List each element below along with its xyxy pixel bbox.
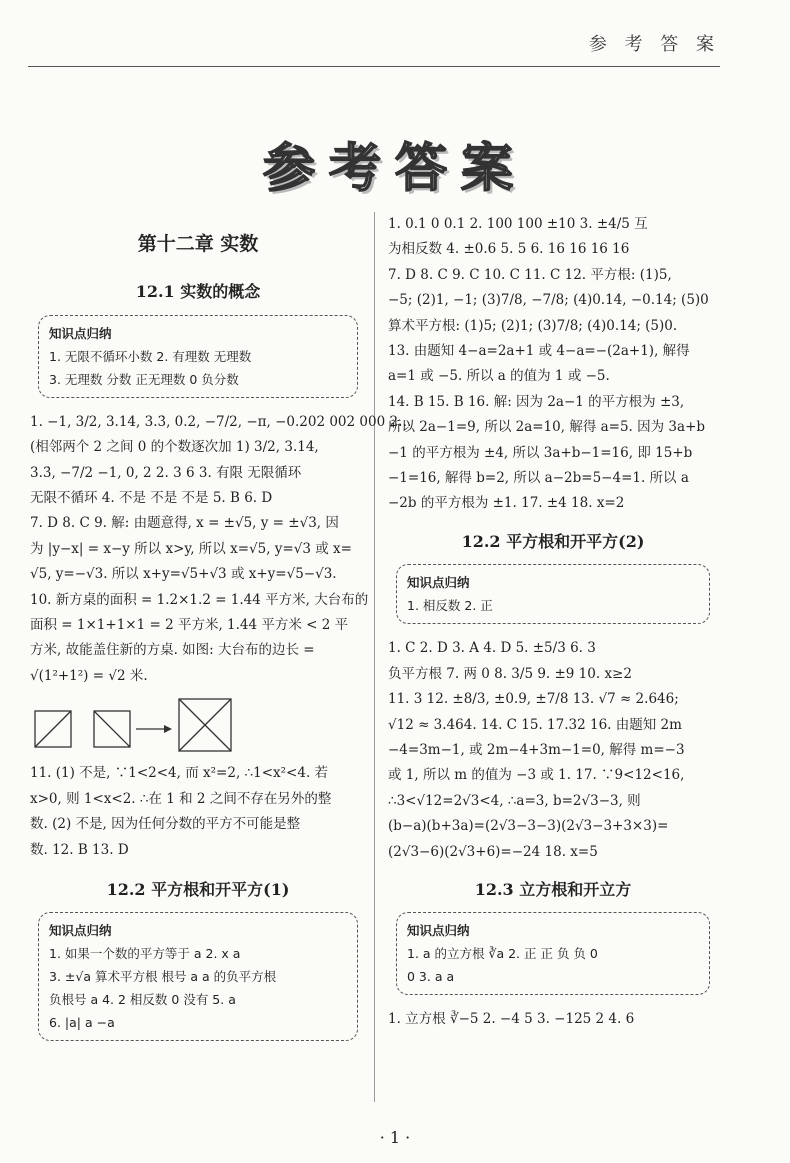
answer-line: √5, y=−√3. 所以 x+y=√5+√3 或 x+y=√5−√3. [30,566,337,583]
right-column [388,212,718,1033]
answer-line: √12 ≈ 3.464. 14. C 15. 17.32 16. 由题知 2m [388,716,682,733]
answer-line: 为相反数 4. ±0.6 5. 5 6. 16 16 16 16 [388,241,630,258]
knowledge-box-12-3 [396,912,710,995]
answer-line: −2b 的平方根为 ±1. 17. ±4 18. x=2 [388,495,625,512]
box-title: 知识点归纳 [407,575,470,591]
square-diagram [34,697,284,753]
box-title: 知识点归纳 [49,923,112,939]
answer-line: 7. D 8. C 9. 解: 由题意得, x = ±√5, y = ±√3, 因 [30,515,339,532]
answer-line: −4=3m−1, 或 2m−4+3m−1=0, 解得 m=−3 [388,741,685,758]
box-line: 负根号 a 4. 2 相反数 0 没有 5. a [49,992,236,1008]
answer-line: 1. 0.1 0 0.1 2. 100 100 ±10 3. ±4/5 互 [388,216,648,232]
left-column [30,212,412,1053]
box-line: 3. 无理数 分数 正无理数 0 负分数 [49,371,239,387]
answer-line: −5; (2)1, −1; (3)7/8, −7/8; (4)0.14, −0.14; (5)0 [388,292,709,309]
box-line: 1. 无限不循环小数 2. 有理数 无理数 [49,348,252,364]
section-title-12-2-1: 12.2 平方根和开平方(1) [106,879,290,899]
answer-line: 11. (1) 不是, ∵1<2<4, 而 x²=2, ∴1<x²<4. 若 [30,765,329,782]
knowledge-box-12-2-2 [396,564,710,624]
answer-line: 算术平方根: (1)5; (2)1; (3)7/8; (4)0.14; (5)0. [388,317,678,334]
tablecloth-figure [34,697,366,753]
answer-line: 11. 3 12. ±8/3, ±0.9, ±7/8 13. √7 ≈ 2.646; [388,691,679,708]
banner-title: 参考答案 [262,139,527,199]
answer-line: 1. 立方根 ∛−5 2. −4 5 3. −125 2 4. 6 [388,1011,635,1028]
section-title-12-3: 12.3 立方根和开立方 [474,879,632,899]
answer-line: 3.3̇, −7/2 −1, 0, 2 2. 3 6 3. 有限 无限循环 [30,464,302,481]
answer-line: 数. (2) 不是, 因为任何分数的平方不可能是整 [30,816,301,833]
answer-line: 所以 2a−1=9, 所以 2a=10, 解得 a=5. 因为 3a+b [388,419,706,436]
header-rule [28,66,720,67]
box-line: 1. 相反数 2. 正 [407,598,493,614]
page-number: · 1 · [379,1128,411,1147]
box-line: 3. ±√a 算术平方根 根号 a a 的负平方根 [49,969,277,985]
answer-line: 13. 由题知 4−a=2a+1 或 4−a=−(2a+1), 解得 [388,343,690,360]
knowledge-box-12-1 [38,315,358,398]
column-divider [374,212,375,1102]
answer-line: 数. 12. B 13. D [30,841,129,858]
answer-line: 或 1, 所以 m 的值为 −3 或 1. 17. ∵9<12<16, [388,767,685,784]
answer-line: 负平方根 7. 两 0 8. 3/5 9. ±9 10. x≥2 [388,665,632,682]
answer-line: (b−a)(b+3a)=(2√3−3−3)(2√3−3+3×3)= [388,818,669,835]
box-title: 知识点归纳 [49,325,112,341]
answer-line: 10. 新方桌的面积 = 1.2×1.2 = 1.44 平方米, 大台布的 [30,591,369,608]
answer-line: 14. B 15. B 16. 解: 因为 2a−1 的平方根为 ±3, [388,393,685,410]
box-line: 1. 如果一个数的平方等于 a 2. x a [49,946,241,962]
box-line: 0 3. a a [407,969,455,985]
answer-line: 无限不循环 4. 不是 不是 不是 5. B 6. D [30,490,273,507]
answer-line: x>0, 则 1<x<2. ∴在 1 和 2 之间不存在另外的整 [30,790,332,807]
answer-line: −1 的平方根为 ±4, 所以 3a+b−1=16, 即 15+b [388,444,693,461]
answer-line: −1=16, 解得 b=2, 所以 a−2b=5−4=1. 所以 a [388,470,689,487]
answer-line: (2√3−6)(2√3+6)=−24 18. x=5 [388,843,598,860]
section-title-12-2-2: 12.2 平方根和开平方(2) [461,531,645,551]
answer-line: √(1²+1²) = √2 米. [30,667,148,684]
answer-line: 1. −1, 3/2, 3.14, 3.3̇, 0.2, −7/2, −π, −0.202 002 000 2… [30,413,412,430]
answer-line: 方米, 故能盖住新的方桌. 如图: 大台布的边长 = [30,642,315,659]
section-title-12-1: 12.1 实数的概念 [135,282,261,302]
box-line: 1. a 的立方根 ∛a 2. 正 正 负 负 0 [407,946,598,962]
answer-line: (相邻两个 2 之间 0 的个数逐次加 1) 3/2, 3.14, [30,439,319,456]
chapter-title: 第十二章 实数 [137,233,259,255]
answer-line: ∴3<√12=2√3<4, ∴a=3, b=2√3−3, 则 [388,792,641,809]
answer-line: 面积 = 1×1+1×1 = 2 平方米, 1.44 平方米 < 2 平 [30,617,349,634]
knowledge-box-12-2-1 [38,912,358,1041]
answer-line: 7. D 8. C 9. C 10. C 11. C 12. 平方根: (1)5, [388,266,672,283]
answer-line: 1. C 2. D 3. A 4. D 5. ±5/3 6. 3 [388,640,596,657]
answer-line: 为 |y−x| = x−y 所以 x>y, 所以 x=√5, y=√3 或 x= [30,540,352,557]
running-header: 参 考 答 案 [588,34,720,55]
answer-line: a=1 或 −5. 所以 a 的值为 1 或 −5. [388,368,610,385]
box-line: 6. |a| a −a [49,1015,115,1031]
box-title: 知识点归纳 [407,923,470,939]
